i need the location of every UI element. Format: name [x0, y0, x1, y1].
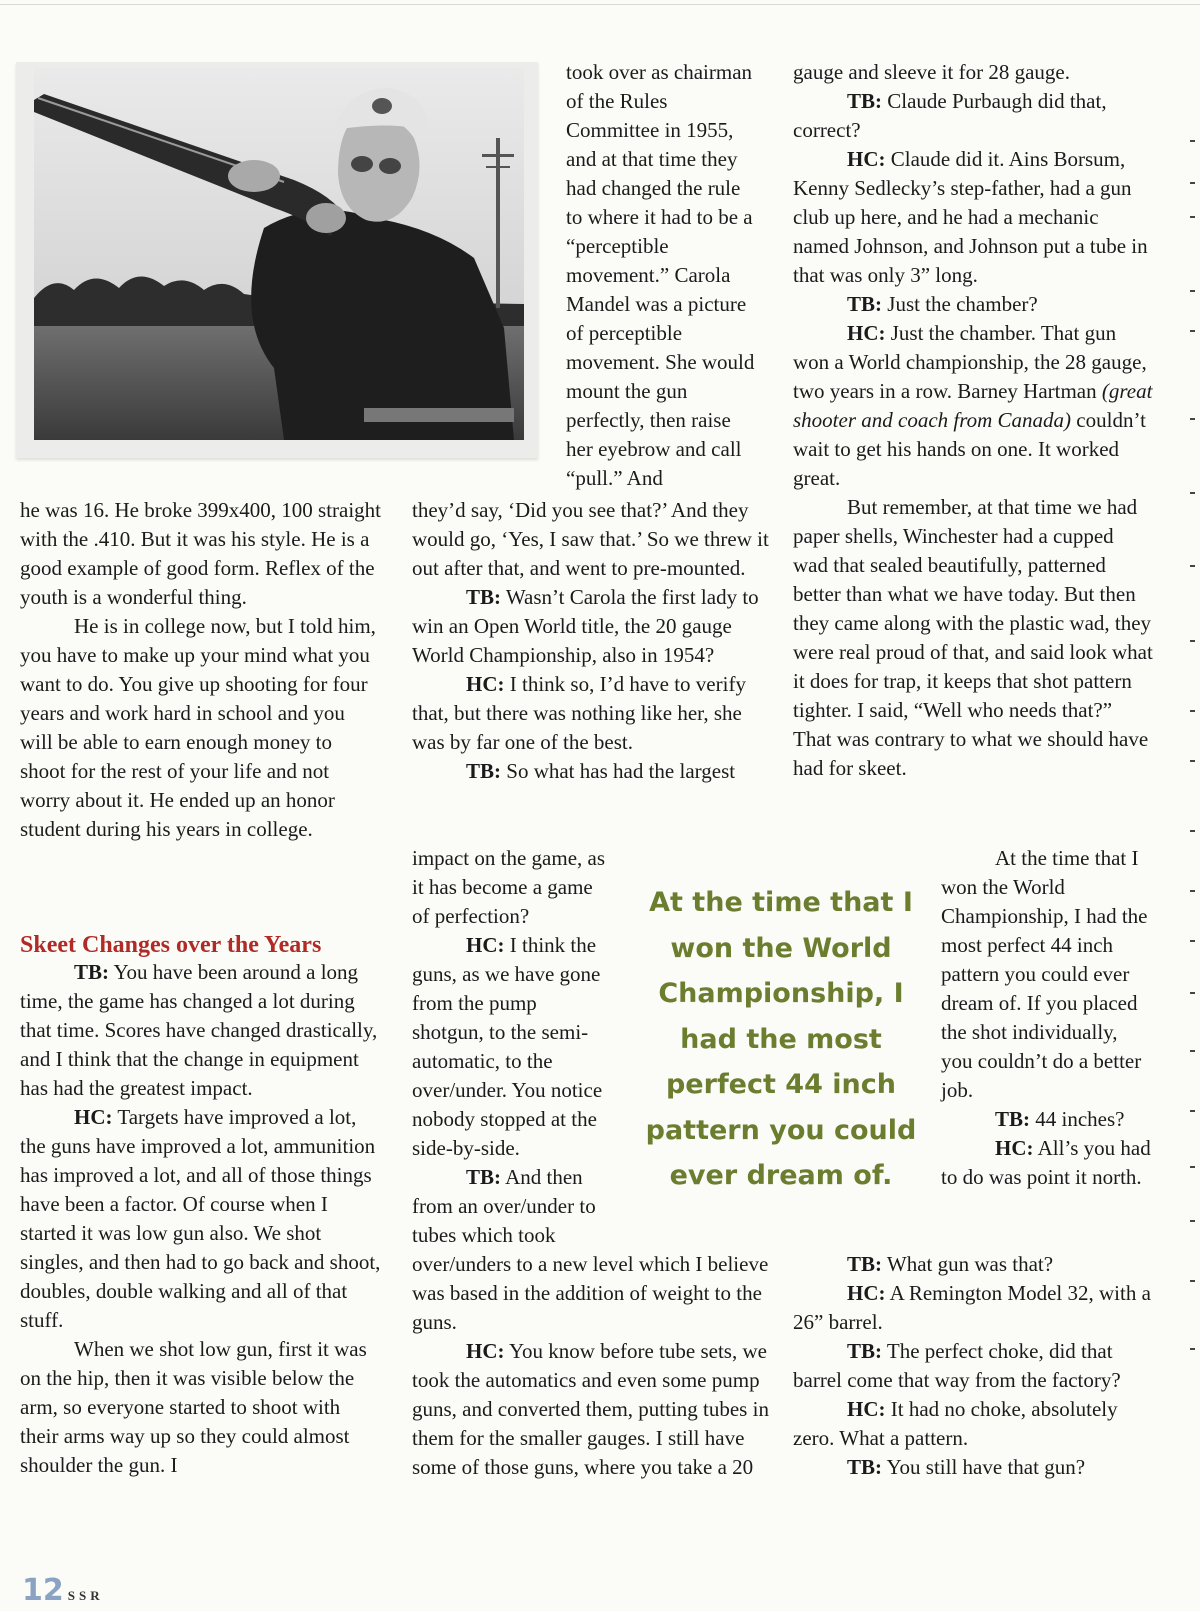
col2-paragraph-4b: impact on the game, as it has become a game of perfection?	[412, 846, 606, 928]
column-1-continued	[20, 958, 382, 1480]
speaker-label: HC:	[847, 1281, 886, 1305]
section-subhead: Skeet Changes over the Years	[20, 932, 322, 958]
column-2-top	[566, 58, 761, 493]
col3-paragraph-7: At the time that I won the World Championship, I had the most perfect 44 inch pattern you could ever dream of. If you placed the shot individually, you couldn’t do a better job.	[941, 846, 1148, 1102]
speaker-label: TB:	[847, 1339, 883, 1363]
paragraph-text: Just the chamber. That gun won a World championship, the 28 gauge, two years in a row. Barney Hartman	[793, 321, 1147, 403]
col2-paragraph-5	[412, 931, 612, 1163]
col2-paragraph-1b: they’d say, ‘Did you see that?’ And they would go, ‘Yes, I saw that.’ So we threw it out after that, and went to pre-mounted.	[412, 498, 769, 580]
col2-paragraph-2	[412, 583, 774, 670]
paragraph-text: Claude did it. Ains Borsum, Kenny Sedlecky’s step-father, had a gun club up here, and he had a mechanic named Johnson, and Johnson put a tube in that was only 3” long.	[793, 147, 1148, 287]
column-2-middle	[412, 496, 774, 786]
paragraph-text: Targets have improved a lot, the guns have improved a lot, ammunition has improved a lot, and all of those things have been a factor. Of course when I started it was low gun also. We shot singles, and then had to go back and shoot, doubles, double walking and all of that stuff.	[20, 1105, 381, 1332]
column-3-narrow	[941, 844, 1153, 1192]
speaker-label: HC:	[466, 933, 505, 957]
col2-paragraph-6b: over/unders to a new level which I believe was based in the addition of weight to the guns.	[412, 1252, 769, 1334]
paragraph-text: Wasn’t Carola the first lady to win an Open World title, the 20 gauge World Championship, also in 1954?	[412, 585, 759, 667]
speaker-label: TB:	[847, 292, 883, 316]
shooter-photo-image	[34, 68, 524, 440]
column-1	[20, 496, 382, 844]
speaker-label: TB:	[847, 1455, 883, 1479]
col2-paragraph-6a	[412, 1163, 612, 1250]
paragraph-text: All’s you had to do was point it north.	[941, 1136, 1151, 1189]
paragraph-text: A Remington Model 32, with a 26” barrel.	[793, 1281, 1151, 1334]
column-2-bottom	[412, 1250, 774, 1482]
col3-paragraph-6: But remember, at that time we had paper shells, Winchester had a cupped wad that sealed beautifully, patterned better than what we have today. But then they came along with the plastic wad, they were real proud of that, and said look what it does for trap, it keeps that shot pattern tighter. I said, “Well who needs that?” That was contrary to what we should have had for skeet.	[793, 495, 1153, 780]
col1-paragraph-4	[20, 1103, 382, 1335]
col2-paragraph-3	[412, 670, 774, 757]
speaker-label: TB:	[466, 585, 502, 609]
paragraph-text: Just the chamber?	[882, 292, 1038, 316]
column-3-bottom	[793, 1250, 1153, 1482]
speaker-label: TB:	[466, 759, 502, 783]
col3-paragraph-4	[793, 290, 1153, 319]
paragraph-text: couldn’t wait to get his hands on one. It worked great.	[793, 408, 1146, 490]
speaker-label: TB:	[74, 960, 110, 984]
col3-paragraph-8	[941, 1105, 1153, 1134]
page-number: 12	[22, 1573, 64, 1608]
col2-paragraph-7	[412, 1337, 774, 1482]
paragraph-text: What gun was that?	[882, 1252, 1054, 1276]
col3-paragraph-3	[793, 145, 1153, 290]
speaker-label: HC:	[74, 1105, 113, 1129]
col3-paragraph-14	[793, 1453, 1153, 1482]
paragraph-text: And then from an over/under to tubes which took	[412, 1165, 596, 1247]
speaker-label: TB:	[466, 1165, 502, 1189]
paragraph-text: I think so, I’d have to verify that, but there was nothing like her, she was by far one of the best.	[412, 672, 746, 754]
col1-paragraph-1: he was 16. He broke 399x400, 100 straight with the .410. But it was his style. He is a good example of good form. Reflex of the youth is a wonderful thing.	[20, 498, 382, 609]
speaker-label: HC:	[466, 672, 505, 696]
col2-paragraph-4a	[412, 757, 774, 786]
col3-paragraph-10	[793, 1250, 1153, 1279]
paragraph-text: 44 inches?	[1030, 1107, 1125, 1131]
col3-paragraph-5	[793, 319, 1153, 493]
column-2-narrow	[412, 844, 612, 1250]
paragraph-text: It had no choke, absolutely zero. What a pattern.	[793, 1397, 1118, 1450]
pull-quote: At the time that I won the World Championship, I had the most perfect 44 inch pattern you could ever dream of.	[645, 887, 917, 1191]
col1-paragraph-3	[20, 958, 382, 1103]
speaker-label: TB:	[847, 1252, 883, 1276]
paragraph-text: You have been around a long time, the game has changed a lot during that time. Scores have changed drastically, and I think that the change in equipment has had the greatest impact.	[20, 960, 378, 1100]
page-folio	[22, 1573, 104, 1611]
speaker-label: HC:	[847, 1397, 886, 1421]
col2-paragraph-1a: took over as chairman of the Rules Committee in 1955, and at that time they had changed the rule to where it had to be a “perceptible movement.” Carola Mandel was a picture of perceptible movement. She would mount the gun perfectly, then raise her eyebrow and call “pull.” And	[566, 60, 755, 490]
paragraph-text: So what has had the largest	[501, 759, 736, 783]
speaker-label: HC:	[466, 1339, 505, 1363]
col3-paragraph-2	[793, 87, 1153, 145]
shooter-photo	[16, 62, 538, 458]
paragraph-text: You still have that gun?	[882, 1455, 1086, 1479]
col1-paragraph-2: He is in college now, but I told him, you have to make up your mind what you want to do. You give up shooting for four years and work hard in school and you will be able to earn enough money to shoot for the rest of your life and not worry about it. He ended up an honor student during his years in college.	[20, 614, 376, 841]
scan-edge-marks	[1186, 120, 1200, 1420]
col3-paragraph-9	[941, 1134, 1153, 1192]
speaker-label: HC:	[995, 1136, 1034, 1160]
col1-paragraph-5: When we shot low gun, first it was on the hip, then it was visible below the arm, so everyone started to shoot with their arms way up so they could almost shoulder the gun. I	[20, 1337, 367, 1477]
magazine-name: SSR	[67, 1588, 104, 1603]
speaker-label: HC:	[847, 321, 886, 345]
col3-paragraph-1: gauge and sleeve it for 28 gauge.	[793, 60, 1070, 84]
italic-aside: (great shooter and coach from Canada)	[793, 379, 1153, 432]
paragraph-text: I think the guns, as we have gone from the pump shotgun, to the semi-automatic, to the over/under. You notice nobody stopped at the side-by-side.	[412, 933, 603, 1160]
col3-paragraph-13	[793, 1395, 1153, 1453]
col3-paragraph-12	[793, 1337, 1153, 1395]
speaker-label: TB:	[847, 89, 883, 113]
column-3	[793, 58, 1153, 783]
paragraph-text: Claude Purbaugh did that, correct?	[793, 89, 1107, 142]
paragraph-text: The perfect choke, did that barrel come that way from the factory?	[793, 1339, 1121, 1392]
top-rule	[0, 4, 1200, 5]
paragraph-text: You know before tube sets, we took the automatics and even some pump guns, and converted them, putting tubes in them for the smaller gauges. I still have some of those guns, where you take a 20	[412, 1339, 769, 1479]
col3-paragraph-11	[793, 1279, 1153, 1337]
speaker-label: TB:	[995, 1107, 1031, 1131]
speaker-label: HC:	[847, 147, 886, 171]
